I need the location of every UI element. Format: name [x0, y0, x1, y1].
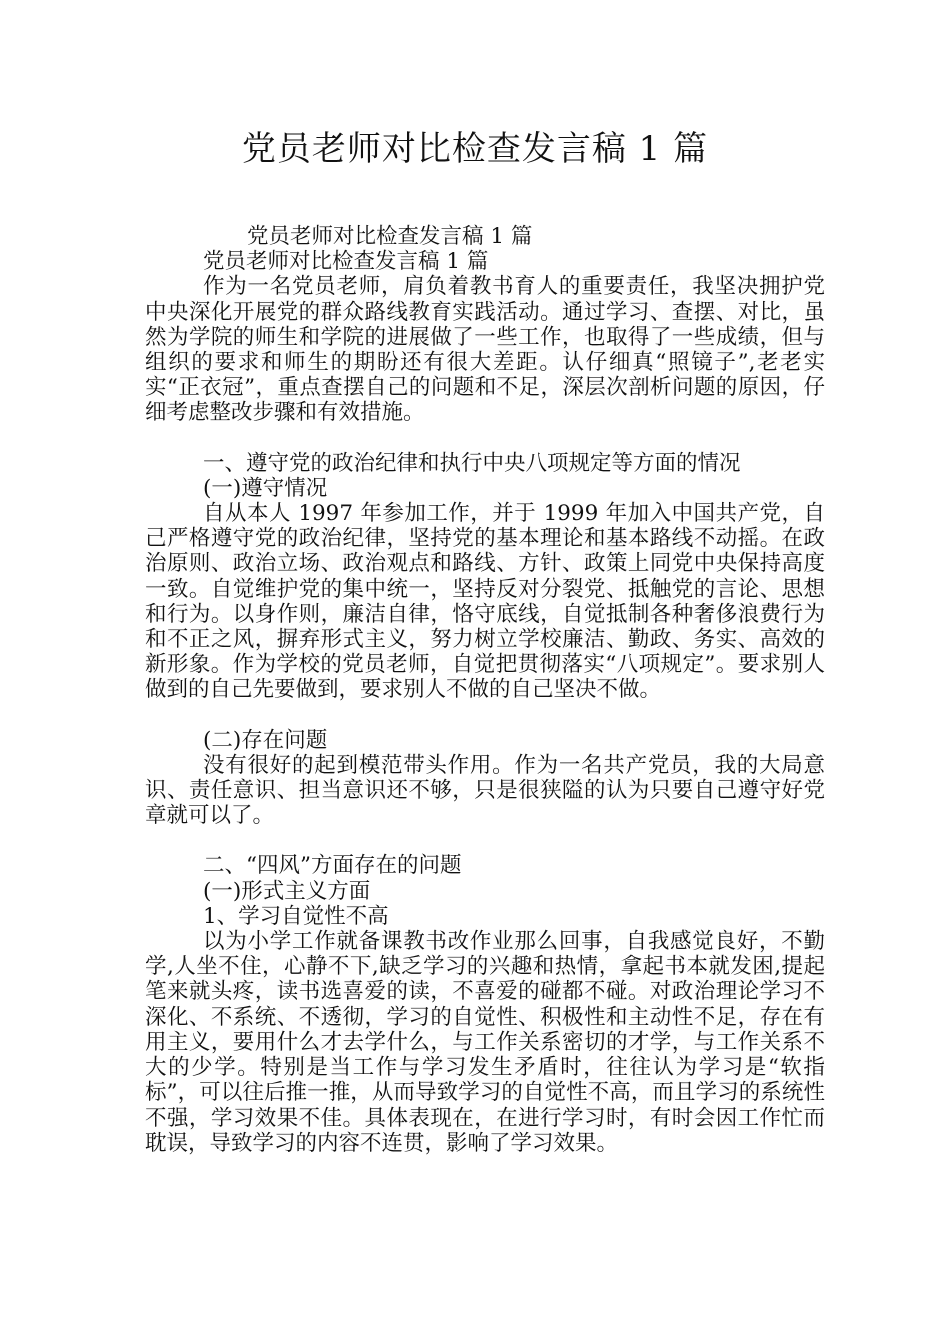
paragraph-gap — [145, 426, 825, 451]
intro-paragraph: 作为一名党员老师，肩负着教书育人的重要责任，我坚决拥护党中央深化开展党的群众路线教育实践活动。通过学习、查摆、对比，虽然为学院的师生和学院的进展做了一些工作，也取得了一些成绩，但与组织的要求和师生的期盼还有很大差距。认仔细真“照镜子”,老老实实“正衣冠”，重点查摆自己的问题和不足，深层次剖析问题的原因，仔细考虑整改步骤和有效措施。 — [145, 274, 825, 426]
section1-sub1-heading: (一)遵守情况 — [203, 475, 328, 501]
paragraph-gap — [145, 828, 825, 853]
section1-sub2-heading: (二)存在问题 — [203, 727, 328, 753]
section1-heading: 一、遵守党的政治纪律和执行中央八项规定等方面的情况 — [203, 450, 741, 476]
section1-sub1-paragraph: 自从本人 1997 年参加工作，并于 1999 年加入中国共产党，自己严格遵守党的政治纪律，坚持党的基本理论和基本路线不动摇。在政治原则、政治立场、政治观点和路线、方针、政策上同党中央保持高度一致。自觉维护党的集中统一，坚持反对分裂党、抵触党的言论、思想和行为。以身作则，廉洁自律，恪守底线，自觉抵制各种奢侈浪费行为和不正之风，摒弃形式主义，努力树立学校廉洁、勤政、务实、高效的新形象。作为学校的党员老师，自觉把贯彻落实“八项规定”。要求别人做到的自己先要做到，要求别人不做的自己坚决不做。 — [145, 501, 825, 703]
section2-point1-paragraph: 以为小学工作就备课教书改作业那么回事，自我感觉良好，不勤学,人坐不住，心静不下,缺乏学习的兴趣和热情，拿起书本就发困,提起笔来就头疼，读书选喜爱的读，不喜爱的碰都不碰。对政治理论学习不深化、不系统、不透彻，学习的自觉性、积极性和主动性不足，存在有用主义，要用什么才去学什么，与工作关系密切的才学，与工作关系不大的少学。特别是当工作与学习发生矛盾时，往往认为学习是“软指标”，可以往后推一推，从而导致学习的自觉性不高，而且学习的系统性不强，学习效果不佳。具体表现在，在进行学习时，有时会因工作忙而耽误，导致学习的内容不连贯，影响了学习效果。 — [145, 929, 825, 1156]
subtitle-line-2: 党员老师对比检查发言稿 1 篇 — [203, 249, 489, 275]
section2-point1-heading: 1、学习自觉性不高 — [203, 903, 389, 929]
section2-sub1-heading: (一)形式主义方面 — [203, 878, 371, 904]
paragraph-gap — [145, 703, 825, 728]
section2-heading: 二、“四风”方面存在的问题 — [203, 853, 462, 879]
document-body — [145, 224, 825, 1156]
document-title: 党员老师对比检查发言稿 1 篇 — [241, 129, 709, 169]
section1-sub2-paragraph: 没有很好的起到模范带头作用。作为一名共产党员，我的大局意识、责任意识、担当意识还不够，只是很狭隘的认为只要自己遵守好党章就可以了。 — [145, 752, 825, 829]
subtitle-line-1: 党员老师对比检查发言稿 1 篇 — [247, 224, 533, 249]
